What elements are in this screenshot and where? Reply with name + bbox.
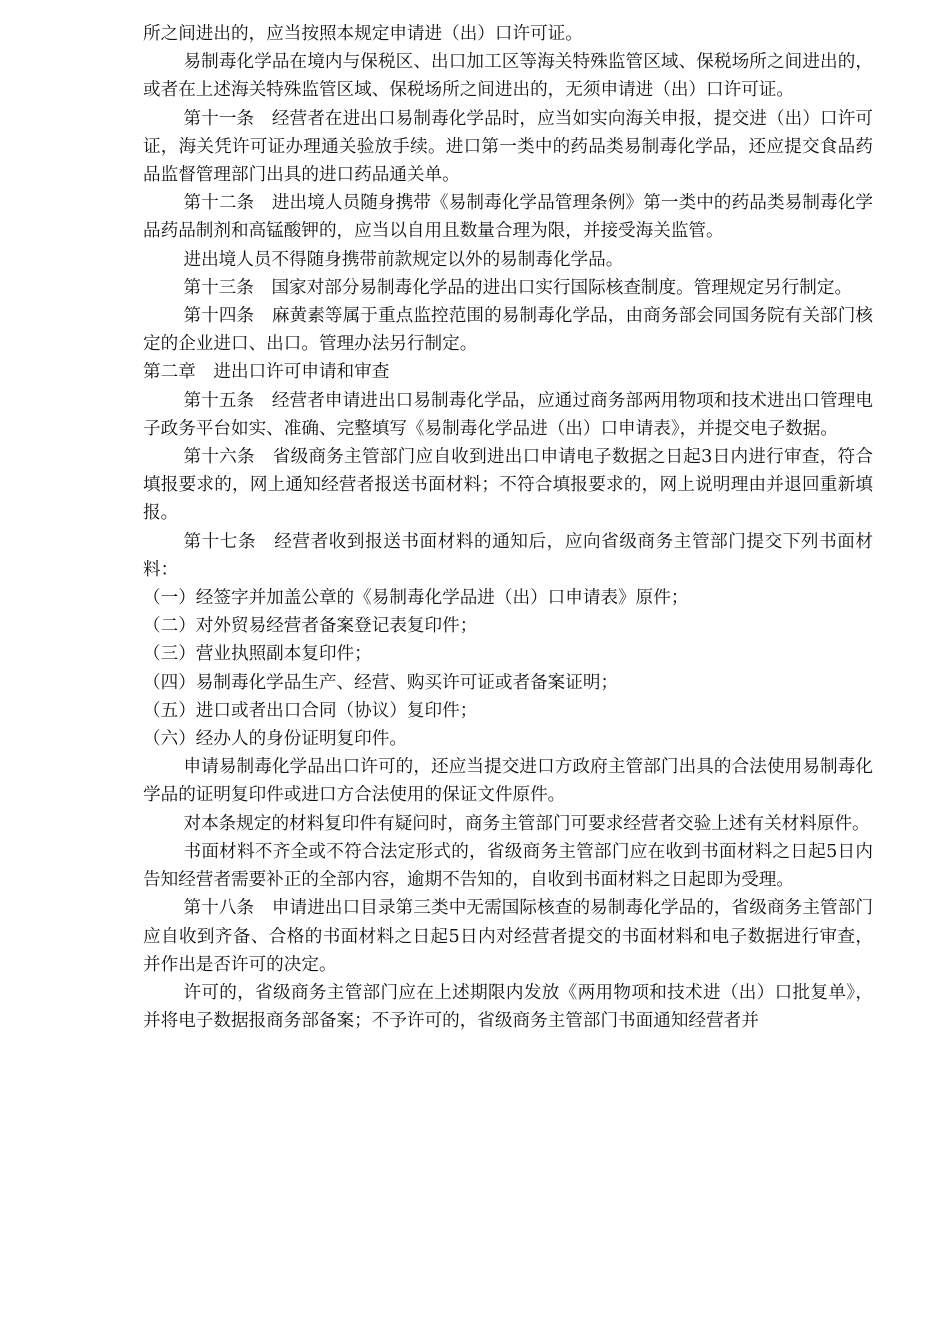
list-item: （五）进口或者出口合同（协议）复印件； <box>143 700 478 721</box>
article-12: 第十二条 进出境人员随身携带《易制毒化学品管理条例》第一类中的药品类易制毒化学品药品制剂和高锰酸钾的，应当以自用且数量合理为限，并接受海关监管。 <box>143 193 873 242</box>
list-item: （二）对外贸易经营者备案登记表复印件； <box>143 616 478 637</box>
article-14: 第十四条 麻黄素等属于重点监控范围的易制毒化学品，由商务部会同国务院有关部门核定的企业进口、出口。管理办法另行制定。 <box>143 306 873 355</box>
list-item: （四）易制毒化学品生产、经营、购买许可证或者备案证明； <box>143 672 619 693</box>
paragraph: 易制毒化学品在境内与保税区、出口加工区等海关特殊监管区域、保税场所之间进出的，或者在上述海关特殊监管区域、保税场所之间进出的，无须申请进（出）口许可证。 <box>143 52 873 101</box>
article-17: 第十七条 经营者收到报送书面材料的通知后，应向省级商务主管部门提交下列书面材料： <box>143 531 873 580</box>
paragraph: 许可的，省级商务主管部门应在上述期限内发放《两用物项和技术进（出）口批复单》，并将电子数据报商务部备案；不予许可的，省级商务主管部门书面通知经营者并 <box>143 982 873 1032</box>
chapter-heading: 第二章 进出口许可申请和审查 <box>143 362 390 383</box>
list-item: （六）经办人的身份证明复印件。 <box>143 729 407 750</box>
document-body <box>143 20 873 1035</box>
paragraph-continuation: 所之间进出的，应当按照本规定申请进（出）口许可证。 <box>143 24 583 44</box>
list-item: （一）经签字并加盖公章的《易制毒化学品进（出）口申请表》原件； <box>143 588 689 609</box>
article-11: 第十一条 经营者在进出口易制毒化学品时，应当如实向海关申报，提交进（出）口许可证，海关凭许可证办理通关验放手续。进口第一类中的药品类易制毒化学品，还应提交食品药品监督管理部门出具的进口药品通关单。 <box>143 108 873 186</box>
article-18: 第十八条 申请进出口目录第三类中无需国际核查的易制毒化学品的，省级商务主管部门应自收到齐备、合格的书面材料之日起5日内对经营者提交的书面材料和电子数据进行审查，并作出是否许可的决定。 <box>143 898 873 975</box>
paragraph: 进出境人员不得随身携带前款规定以外的易制毒化学品。 <box>183 249 624 270</box>
article-15: 第十五条 经营者申请进出口易制毒化学品，应通过商务部两用物项和技术进出口管理电子政务平台如实、准确、完整填写《易制毒化学品进（出）口申请表》，并提交电子数据。 <box>143 390 873 439</box>
paragraph: 对本条规定的材料复印件有疑问时，商务主管部门可要求经营者交验上述有关材料原件。 <box>183 813 870 834</box>
article-13: 第十三条 国家对部分易制毒化学品的进出口实行国际核查制度。管理规定另行制定。 <box>183 277 853 298</box>
article-16: 第十六条 省级商务主管部门应自收到进出口申请电子数据之日起3日内进行审查，符合填报要求的，网上通知经营者报送书面材料；不符合填报要求的，网上说明理由并退回重新填报。 <box>143 447 873 524</box>
paragraph: 书面材料不齐全或不符合法定形式的，省级商务主管部门应在收到书面材料之日起5日内告知经营者需要补正的全部内容，逾期不告知的，自收到书面材料之日起即为受理。 <box>143 841 873 891</box>
paragraph: 申请易制毒化学品出口许可的，还应当提交进口方政府主管部门出具的合法使用易制毒化学品的证明复印件或进口方合法使用的保证文件原件。 <box>143 757 873 806</box>
list-item: （三）营业执照副本复印件； <box>143 644 372 665</box>
